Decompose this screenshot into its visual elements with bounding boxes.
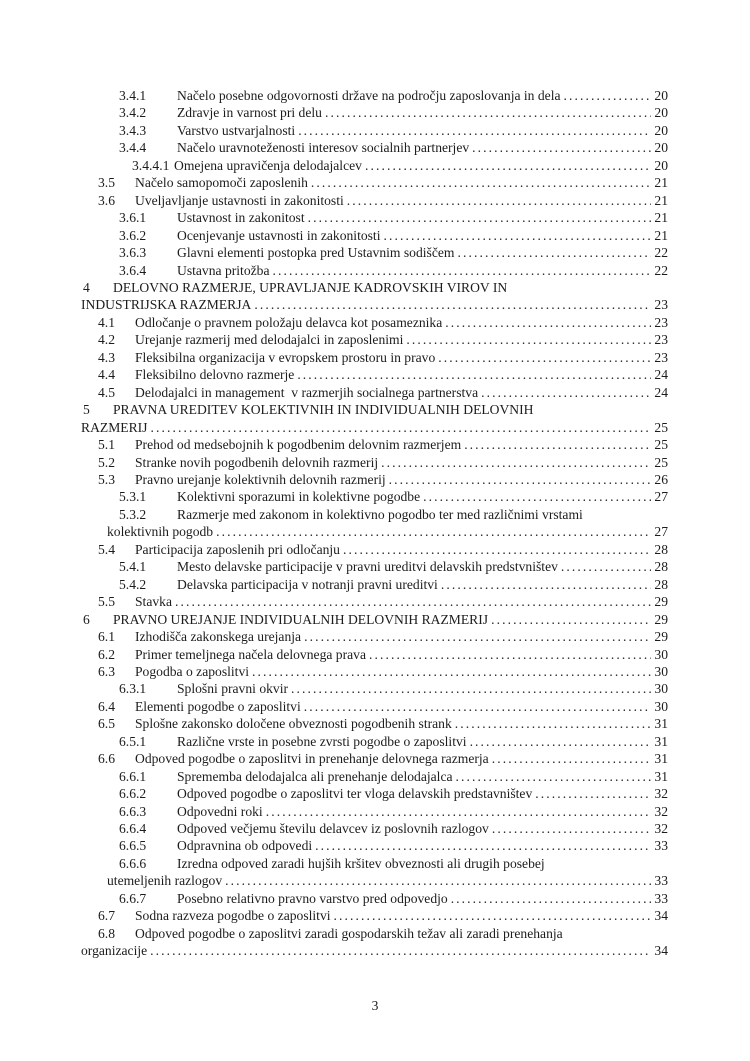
toc-entry-title: Odpoved pogodbe o zaposlitvi in prenehanje delovnega razmerja — [135, 751, 489, 767]
toc-entry-continuation[interactable] — [81, 296, 668, 313]
toc-entry-number: 6.6.3 — [119, 803, 147, 819]
toc-dot-leader — [266, 803, 652, 820]
toc-entry-page: 21 — [654, 227, 668, 243]
toc-entry-number: 3.4.4.1 — [132, 157, 170, 173]
toc-dot-leader — [481, 384, 651, 401]
toc-entry[interactable] — [81, 611, 668, 628]
toc-entry-page: 31 — [654, 768, 668, 784]
toc-entry-continuation[interactable] — [81, 942, 668, 959]
toc-entry-title: Različne vrste in posebne zvrsti pogodbe o zaposlitvi — [177, 733, 467, 749]
toc-dot-leader — [343, 541, 651, 558]
toc-entry[interactable] — [81, 104, 668, 121]
toc-entry-number: 5 — [83, 402, 90, 418]
toc-entry-number: 5.4.2 — [119, 576, 147, 592]
toc-dot-leader — [383, 227, 651, 244]
toc-entry-title: Pogodba o zaposlitvi — [135, 663, 250, 679]
toc-dot-leader — [216, 523, 651, 540]
toc-entry-number: 5.5 — [98, 594, 115, 610]
toc-entry-number: 4.2 — [98, 332, 115, 348]
toc-entry[interactable] — [81, 715, 668, 732]
toc-entry[interactable] — [81, 593, 668, 610]
toc-entry-title: Fleksibilno delovno razmerje — [135, 367, 295, 383]
toc-entry[interactable] — [81, 506, 668, 523]
toc-entry-page: 30 — [654, 646, 668, 662]
toc-entry[interactable] — [81, 698, 668, 715]
toc-entry-page: 20 — [654, 140, 668, 156]
table-of-contents — [81, 87, 668, 960]
toc-entry[interactable] — [81, 401, 668, 418]
toc-entry-continuation[interactable] — [81, 419, 668, 436]
toc-entry[interactable] — [81, 227, 668, 244]
toc-entry-title: Stavka — [135, 594, 172, 610]
toc-entry-title: Odpovedni roki — [177, 803, 263, 819]
toc-entry-number: 4.3 — [98, 349, 115, 365]
toc-entry-number: 4.1 — [98, 314, 115, 330]
toc-entry-number: 6.7 — [98, 908, 115, 924]
toc-entry-title: Ustavna pritožba — [177, 262, 270, 278]
toc-dot-leader — [225, 872, 651, 889]
toc-entry-number: 5.3.2 — [119, 506, 147, 522]
toc-entry-number: 4 — [83, 279, 90, 295]
toc-entry[interactable] — [81, 803, 668, 820]
toc-entry-number: 6.6 — [98, 751, 115, 767]
toc-entry-title-continuation: organizacije — [81, 943, 148, 959]
toc-entry-page: 34 — [654, 908, 668, 924]
toc-entry-number: 3.4.1 — [119, 88, 147, 103]
toc-entry-title: Izredna odpoved zaradi hujših kršitev obveznosti ali drugih posebej — [177, 855, 545, 871]
toc-entry-page: 27 — [654, 489, 668, 505]
toc-entry-page: 32 — [654, 803, 668, 819]
toc-entry-number: 6.5 — [98, 716, 115, 732]
toc-dot-leader — [455, 715, 652, 732]
toc-dot-leader — [325, 104, 651, 121]
toc-entry-number: 6.6.6 — [119, 855, 147, 871]
toc-entry[interactable] — [81, 174, 668, 191]
toc-entry-number: 3.4.3 — [119, 122, 147, 138]
toc-entry-title: Mesto delavske participacije v pravni ureditvi delavskih predstvništev — [177, 559, 558, 575]
toc-entry-title-continuation: kolektivnih pogodb — [107, 524, 214, 540]
toc-entry-continuation[interactable] — [81, 872, 668, 889]
toc-entry-number: 5.3 — [98, 471, 115, 487]
toc-entry-title: Varstvo ustvarjalnosti — [177, 122, 296, 138]
toc-dot-leader — [304, 628, 651, 645]
toc-entry-page: 29 — [654, 611, 668, 627]
toc-entry-title: Odpravnina ob odpovedi — [177, 838, 313, 854]
toc-entry-number: 6.6.5 — [119, 838, 147, 854]
toc-dot-leader — [464, 436, 651, 453]
toc-entry-title: Odpoved večjemu številu delavcev iz poslovnih razlogov — [177, 821, 489, 837]
toc-entry-title: Urejanje razmerij med delodajalci in zaposlenimi — [135, 332, 404, 348]
toc-entry-number: 3.5 — [98, 175, 115, 191]
toc-entry-title: Načelo uravnoteženosti interesov socialnih partnerjev — [177, 140, 470, 156]
toc-entry[interactable] — [81, 384, 668, 401]
page-number: 3 — [371, 998, 379, 1013]
toc-entry[interactable] — [81, 855, 668, 872]
toc-entry-number: 6.1 — [98, 629, 115, 645]
toc-entry-title: Kolektivni sporazumi in kolektivne pogodbe — [177, 489, 421, 505]
toc-entry[interactable] — [81, 925, 668, 942]
toc-entry-number: 3.6.1 — [119, 210, 147, 226]
toc-entry-title: Odpoved pogodbe o zaposlitvi ter vloga delavskih predstavništev — [177, 786, 533, 802]
toc-entry-page: 34 — [654, 943, 668, 959]
toc-entry-number: 4.5 — [98, 384, 115, 400]
toc-entry-title-continuation: RAZMERIJ — [81, 419, 148, 435]
toc-entry-page: 33 — [654, 838, 668, 854]
toc-entry[interactable] — [81, 192, 668, 209]
toc-dot-leader — [150, 942, 651, 959]
toc-entry-number: 6.5.1 — [119, 733, 147, 749]
toc-dot-leader — [492, 750, 652, 767]
toc-entry-number: 6 — [83, 611, 90, 627]
toc-entry-page: 32 — [654, 821, 668, 837]
toc-entry[interactable] — [81, 646, 668, 663]
toc-entry-number: 3.6.3 — [119, 245, 147, 261]
toc-entry[interactable] — [81, 122, 668, 139]
toc-entry-page: 29 — [654, 629, 668, 645]
toc-dot-leader — [291, 680, 651, 697]
toc-dot-leader — [272, 262, 651, 279]
toc-dot-leader — [381, 454, 651, 471]
toc-entry-page: 33 — [654, 873, 668, 889]
toc-entry-title: PRAVNA UREDITEV KOLEKTIVNIH IN INDIVIDUALNIH DELOVNIH — [113, 402, 534, 418]
page-footer — [0, 997, 750, 1014]
toc-entry[interactable] — [81, 680, 668, 697]
toc-entry-page: 22 — [654, 262, 668, 278]
toc-entry[interactable] — [81, 366, 668, 383]
toc-entry[interactable] — [81, 436, 668, 453]
toc-entry[interactable] — [81, 785, 668, 802]
toc-entry[interactable] — [81, 733, 668, 750]
toc-dot-leader — [311, 174, 652, 191]
toc-dot-leader — [389, 471, 652, 488]
toc-entry-number: 3.6.2 — [119, 227, 147, 243]
toc-entry[interactable] — [81, 628, 668, 645]
toc-entry-title: Splošne zakonsko določene obveznosti pogodbenih strank — [135, 716, 452, 732]
toc-entry[interactable] — [81, 576, 668, 593]
toc-entry-number: 6.6.1 — [119, 768, 147, 784]
toc-entry-number: 6.2 — [98, 646, 115, 662]
toc-entry[interactable] — [81, 262, 668, 279]
toc-entry[interactable] — [81, 541, 668, 558]
toc-entry-title: Delavska participacija v notranji pravni ureditvi — [177, 576, 438, 592]
toc-dot-leader — [457, 244, 651, 261]
toc-entry-number: 6.6.4 — [119, 821, 147, 837]
toc-entry-title: Odločanje o pravnem položaju delavca kot posameznika — [135, 314, 443, 330]
toc-dot-leader — [298, 122, 651, 139]
toc-entry-page: 31 — [654, 751, 668, 767]
toc-entry-title: Delodajalci in management v razmerjih socialnega partnerstva — [135, 384, 479, 400]
toc-entry[interactable] — [81, 454, 668, 471]
toc-entry[interactable] — [81, 663, 668, 680]
toc-entry-page: 28 — [654, 541, 668, 557]
toc-entry-title: Prehod od medsebojnih k pogodbenim delovnim razmerjem — [135, 437, 462, 453]
toc-entry-page: 30 — [654, 663, 668, 679]
toc-dot-leader — [297, 366, 651, 383]
toc-entry-number: 5.2 — [98, 454, 115, 470]
toc-entry-number: 6.6.2 — [119, 786, 147, 802]
toc-dot-leader — [492, 820, 652, 837]
toc-dot-leader — [445, 314, 651, 331]
toc-entry-page: 25 — [654, 437, 668, 453]
toc-entry-title: Splošni pravni okvir — [177, 681, 289, 697]
toc-dot-leader — [365, 157, 651, 174]
toc-dot-leader — [535, 785, 651, 802]
toc-dot-leader — [472, 139, 651, 156]
toc-entry-title: Ocenjevanje ustavnosti in zakonitosti — [177, 227, 381, 243]
toc-entry-page: 20 — [654, 157, 668, 173]
toc-entry[interactable] — [81, 331, 668, 348]
toc-entry-number: 3.6 — [98, 192, 115, 208]
toc-entry-number: 6.3 — [98, 663, 115, 679]
toc-entry[interactable] — [81, 209, 668, 226]
toc-entry-title: Pravno urejanje kolektivnih delovnih razmerij — [135, 471, 386, 487]
toc-entry[interactable] — [81, 907, 668, 924]
toc-entry-title: Participacija zaposlenih pri odločanju — [135, 541, 340, 557]
toc-entry[interactable] — [81, 139, 668, 156]
toc-entry-page: 21 — [654, 192, 668, 208]
toc-entry-title: Fleksibilna organizacija v evropskem prostoru in pravo — [135, 349, 436, 365]
toc-entry-title: Stranke novih pogodbenih delovnih razmerij — [135, 454, 379, 470]
toc-entry-number: 3.6.4 — [119, 262, 147, 278]
toc-dot-leader — [252, 663, 651, 680]
toc-entry[interactable] — [81, 279, 668, 296]
toc-dot-leader — [456, 768, 652, 785]
toc-dot-leader — [470, 733, 652, 750]
toc-entry-page: 24 — [654, 384, 668, 400]
toc-entry[interactable] — [81, 837, 668, 854]
toc-dot-leader — [491, 611, 651, 628]
toc-entry-title: Načelo posebne odgovornosti države na področju zaposlovanja in dela — [177, 88, 561, 103]
toc-entry-number: 3.4.4 — [119, 140, 147, 156]
toc-entry-title: Izhodišča zakonskega urejanja — [135, 629, 302, 645]
toc-entry-page: 25 — [654, 454, 668, 470]
toc-entry[interactable] — [81, 314, 668, 331]
toc-entry[interactable] — [81, 488, 668, 505]
toc-dot-leader — [441, 576, 652, 593]
toc-dot-leader — [175, 593, 651, 610]
toc-entry-page: 27 — [654, 524, 668, 540]
toc-entry[interactable] — [81, 890, 668, 907]
toc-entry-title: Načelo samopomoči zaposlenih — [135, 175, 308, 191]
toc-entry-page: 21 — [654, 210, 668, 226]
toc-entry-page: 24 — [654, 367, 668, 383]
toc-entry-number: 6.8 — [98, 925, 115, 941]
toc-entry-title: Zdravje in varnost pri delu — [177, 105, 322, 121]
toc-dot-leader — [369, 646, 651, 663]
toc-dot-leader — [451, 890, 652, 907]
toc-entry-page: 33 — [654, 890, 668, 906]
toc-entry-page: 29 — [654, 594, 668, 610]
toc-entry-number: 5.3.1 — [119, 489, 147, 505]
toc-entry-title-continuation: utemeljenih razlogov — [107, 873, 223, 889]
toc-entry-title: Razmerje med zakonom in kolektivno pogodbo ter med različnimi vrstami — [177, 506, 583, 522]
toc-entry[interactable] — [81, 157, 668, 174]
toc-entry-number: 5.4 — [98, 541, 115, 557]
toc-entry-title: DELOVNO RAZMERJE, UPRAVLJANJE KADROVSKIH VIROV IN — [113, 279, 508, 295]
toc-entry-page: 30 — [654, 681, 668, 697]
toc-entry-number: 5.1 — [98, 437, 115, 453]
toc-entry-number: 5.4.1 — [119, 559, 147, 575]
toc-entry-page: 23 — [654, 349, 668, 365]
toc-entry-page: 20 — [654, 122, 668, 138]
toc-entry-page: 30 — [654, 698, 668, 714]
toc-entry-number: 4.4 — [98, 367, 115, 383]
toc-entry-page: 21 — [654, 175, 668, 191]
toc-entry-page: 23 — [654, 314, 668, 330]
toc-entry-page: 25 — [654, 419, 668, 435]
toc-entry-title: Posebno relativno pravno varstvo pred odpovedjo — [177, 890, 448, 906]
toc-entry[interactable] — [81, 820, 668, 837]
toc-entry-page: 26 — [654, 471, 668, 487]
toc-entry-title: PRAVNO UREJANJE INDIVIDUALNIH DELOVNIH RAZMERIJ — [113, 611, 489, 627]
toc-dot-leader — [254, 296, 651, 313]
toc-entry-title: Ustavnost in zakonitost — [177, 210, 305, 226]
toc-dot-leader — [304, 698, 652, 715]
toc-entry-page: 23 — [654, 332, 668, 348]
toc-entry-page: 31 — [654, 716, 668, 732]
toc-dot-leader — [334, 907, 652, 924]
toc-dot-leader — [561, 558, 652, 575]
toc-dot-leader — [423, 488, 651, 505]
toc-entry-title: Uveljavljanje ustavnosti in zakonitosti — [135, 192, 344, 208]
toc-entry[interactable] — [81, 558, 668, 575]
toc-entry-page: 20 — [654, 88, 668, 103]
toc-entry-number: 6.3.1 — [119, 681, 147, 697]
toc-entry-title: Elementi pogodbe o zaposlitvi — [135, 698, 301, 714]
toc-entry-title: Omejena upravičenja delodajalcev — [174, 157, 362, 173]
toc-entry-title: Primer temeljnega načela delovnega prava — [135, 646, 366, 662]
toc-entry[interactable] — [81, 750, 668, 767]
toc-entry-title-continuation: INDUSTRIJSKA RAZMERJA — [81, 297, 252, 313]
toc-entry[interactable] — [81, 471, 668, 488]
toc-entry-title: Glavni elementi postopka pred Ustavnim sodiščem — [177, 245, 455, 261]
toc-entry-page: 32 — [654, 786, 668, 802]
toc-entry[interactable] — [81, 244, 668, 261]
toc-entry-title: Sodna razveza pogodbe o zaposlitvi — [135, 908, 331, 924]
toc-entry-number: 3.4.2 — [119, 105, 147, 121]
toc-entry[interactable] — [81, 349, 668, 366]
toc-entry-title: Odpoved pogodbe o zaposlitvi zaradi gospodarskih težav ali zaradi prenehanja — [135, 925, 563, 941]
toc-entry-page: 23 — [654, 297, 668, 313]
toc-entry-number: 6.6.7 — [119, 890, 147, 906]
toc-entry-page: 22 — [654, 245, 668, 261]
toc-dot-leader — [438, 349, 651, 366]
toc-dot-leader — [150, 419, 651, 436]
toc-entry-number: 6.4 — [98, 698, 115, 714]
toc-entry-title: Sprememba delodajalca ali prenehanje delodajalca — [177, 768, 453, 784]
toc-dot-leader — [406, 331, 651, 348]
toc-entry-page: 28 — [654, 576, 668, 592]
toc-entry[interactable] — [81, 87, 668, 104]
toc-entry[interactable] — [81, 768, 668, 785]
toc-dot-leader — [564, 87, 652, 104]
toc-entry-continuation[interactable] — [81, 523, 668, 540]
toc-dot-leader — [308, 209, 652, 226]
toc-dot-leader — [315, 837, 651, 854]
toc-dot-leader — [347, 192, 652, 209]
toc-entry-page: 28 — [654, 559, 668, 575]
toc-entry-page: 20 — [654, 105, 668, 121]
toc-entry-page: 31 — [654, 733, 668, 749]
